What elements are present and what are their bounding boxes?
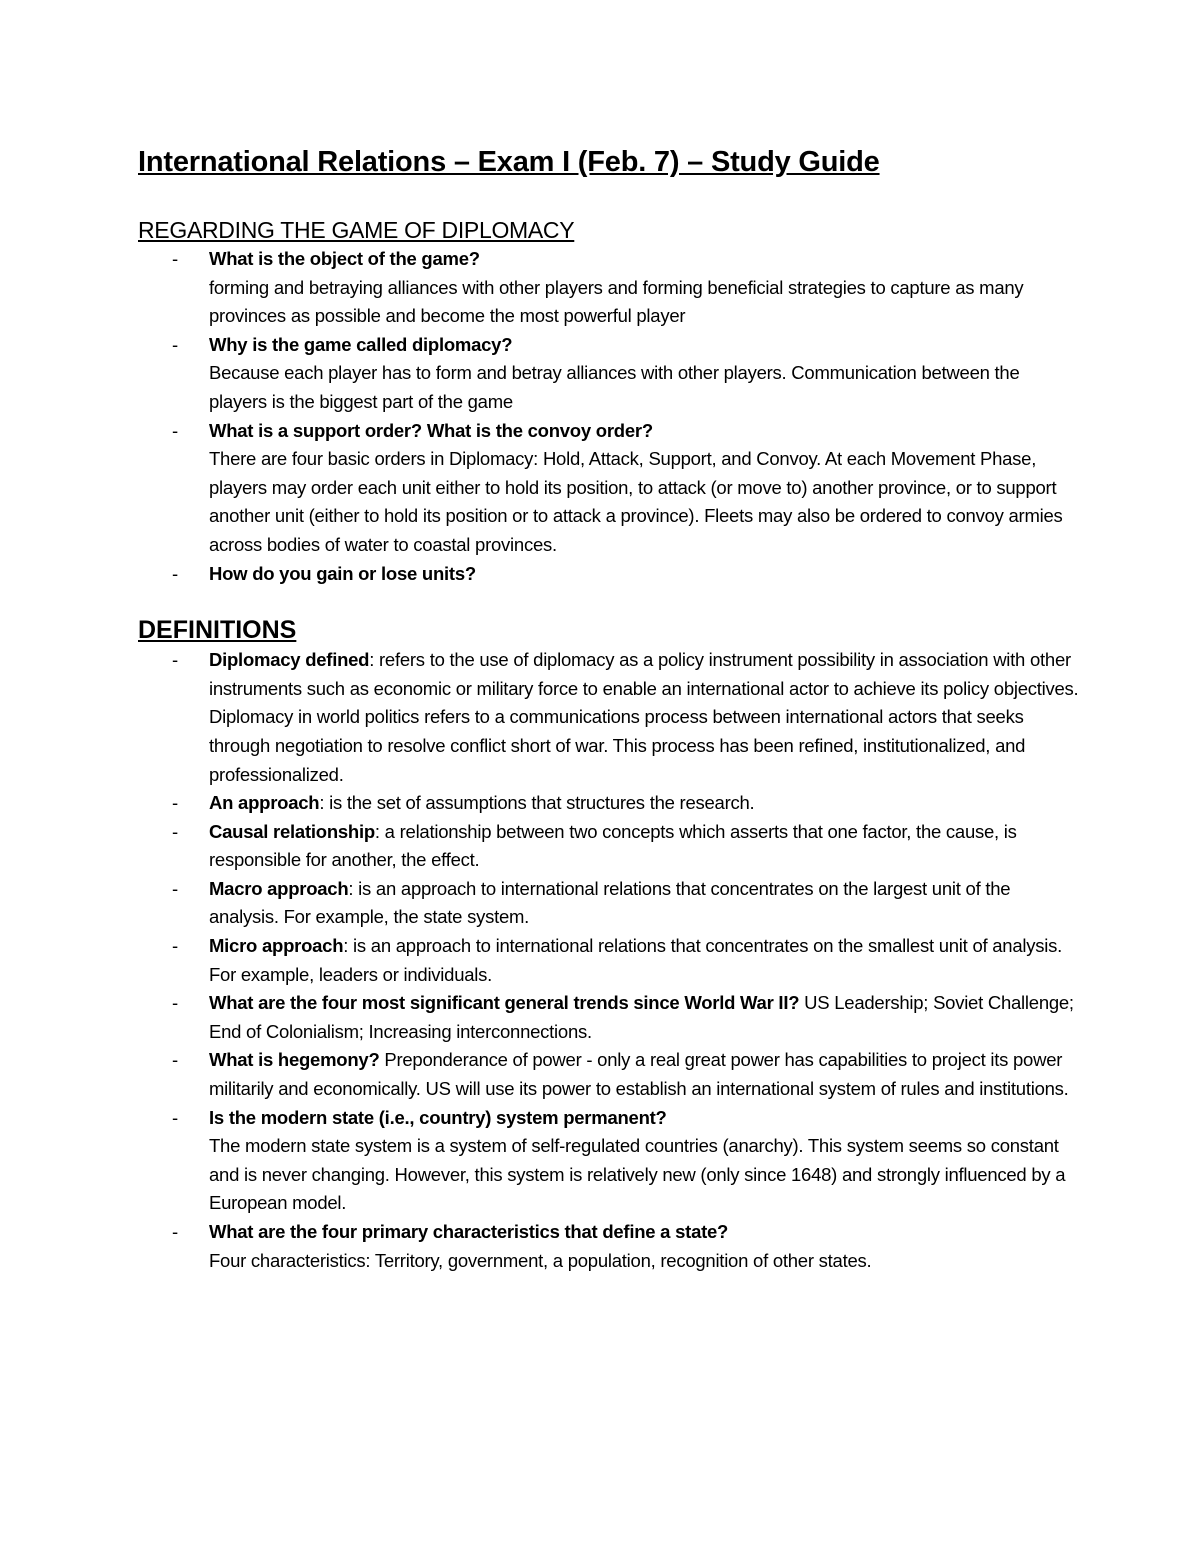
- game-question-list: [138, 245, 1080, 588]
- answer-text: The modern state system is a system of self-regulated countries (anarchy). This system seems so constant and is never changing. However, this system is relatively new (only since 1648) and strongly influenced by a European model.: [209, 1135, 1066, 1214]
- bullet-dash: -: [172, 935, 178, 957]
- question-text: Why is the game called diplomacy?: [209, 333, 513, 355]
- definition-term: Causal relationship: [209, 820, 375, 842]
- definition-text: US Leadership; Soviet Challenge; End of Colonialism; Increasing interconnections.: [209, 992, 1074, 1042]
- definition-term: Diplomacy defined: [209, 649, 370, 671]
- answer-text: Because each player has to form and betray alliances with other players. Communication between the players is the biggest part of the game: [209, 362, 1020, 412]
- bullet-dash: -: [172, 1049, 178, 1071]
- bullet-dash: -: [172, 820, 178, 842]
- list-item: [138, 560, 1080, 589]
- answer-text: forming and betraying alliances with other players and forming beneficial strategies to capture as many provinces as possible and become the most powerful player: [209, 276, 1024, 327]
- answer-text: There are four basic orders in Diplomacy: Hold, Attack, Support, and Convoy. At each Movement Phase, players may order each unit either to hold its position, to attack (or move to) another province, or to support another unit (either to hold its position or to attack a province). Fleets may also be ordered to convoy armies across bodies of water to coastal provinces.: [209, 448, 1063, 555]
- bullet-dash: -: [172, 419, 178, 441]
- section-heading-definitions: DEFINITIONS: [138, 616, 297, 645]
- list-item: [138, 1104, 1080, 1218]
- list-item: [138, 818, 1080, 875]
- definitions-list: [138, 646, 1080, 1275]
- answer-text: Four characteristics: Territory, government, a population, recognition of other states.: [209, 1249, 872, 1271]
- list-item: [138, 932, 1080, 989]
- bullet-dash: -: [172, 1221, 178, 1242]
- list-item: [138, 245, 1080, 331]
- definition-term: What is hegemony?: [209, 1049, 380, 1071]
- definition-text: : is an approach to international relations that concentrates on the largest unit of the analysis. For example, the state system.: [209, 877, 1011, 928]
- question-text: What is the object of the game?: [209, 248, 480, 269]
- definition-text: : refers to the use of diplomacy as a policy instrument possibility in association with other instruments such as economic or military force to enable an international actor to achieve its policy objectives. Diplomacy in world politics refers to a communications process between international actors that seeks through negotiation to resolve conflict short of war. This process has been refined, institutionalized, and professionalized.: [209, 649, 1079, 785]
- list-item: [138, 417, 1080, 560]
- question-text: What is a support order? What is the convoy order?: [209, 419, 653, 441]
- bullet-dash: -: [172, 333, 178, 355]
- bullet-dash: -: [172, 877, 178, 899]
- question-text: How do you gain or lose units?: [209, 562, 476, 584]
- bullet-dash: -: [172, 792, 178, 814]
- document-title: International Relations – Exam I (Feb. 7) – Study Guide: [138, 146, 880, 178]
- definition-text: Preponderance of power - only a real great power has capabilities to project its power militarily and economically. US will use its power to establish an international system of rules and institutions.: [209, 1049, 1069, 1100]
- list-item: [138, 331, 1080, 417]
- bullet-dash: -: [172, 649, 178, 671]
- definition-text: : is the set of assumptions that structures the research.: [319, 792, 755, 814]
- bullet-dash: -: [172, 562, 178, 584]
- list-item: [138, 989, 1080, 1046]
- list-item: [138, 1218, 1080, 1275]
- section-heading-game: REGARDING THE GAME OF DIPLOMACY: [138, 217, 575, 243]
- bullet-dash: -: [172, 248, 178, 269]
- list-item: [138, 1046, 1080, 1103]
- definition-term: Macro approach: [209, 877, 349, 899]
- bullet-dash: -: [172, 1106, 178, 1128]
- definition-text: : a relationship between two concepts which asserts that one factor, the cause, is responsible for another, the effect.: [209, 820, 1017, 871]
- list-item: [138, 789, 1080, 818]
- definition-term: What are the four primary characteristics that define a state?: [209, 1221, 729, 1242]
- definition-text: : is an approach to international relations that concentrates on the smallest unit of analysis. For example, leaders or individuals.: [209, 935, 1062, 985]
- definition-term: Micro approach: [209, 935, 344, 957]
- list-item: [138, 646, 1080, 789]
- definition-term: What are the four most significant general trends since World War II?: [209, 992, 800, 1014]
- definition-term: Is the modern state (i.e., country) system permanent?: [209, 1106, 667, 1128]
- definition-term: An approach: [209, 792, 320, 814]
- list-item: [138, 875, 1080, 932]
- bullet-dash: -: [172, 992, 178, 1014]
